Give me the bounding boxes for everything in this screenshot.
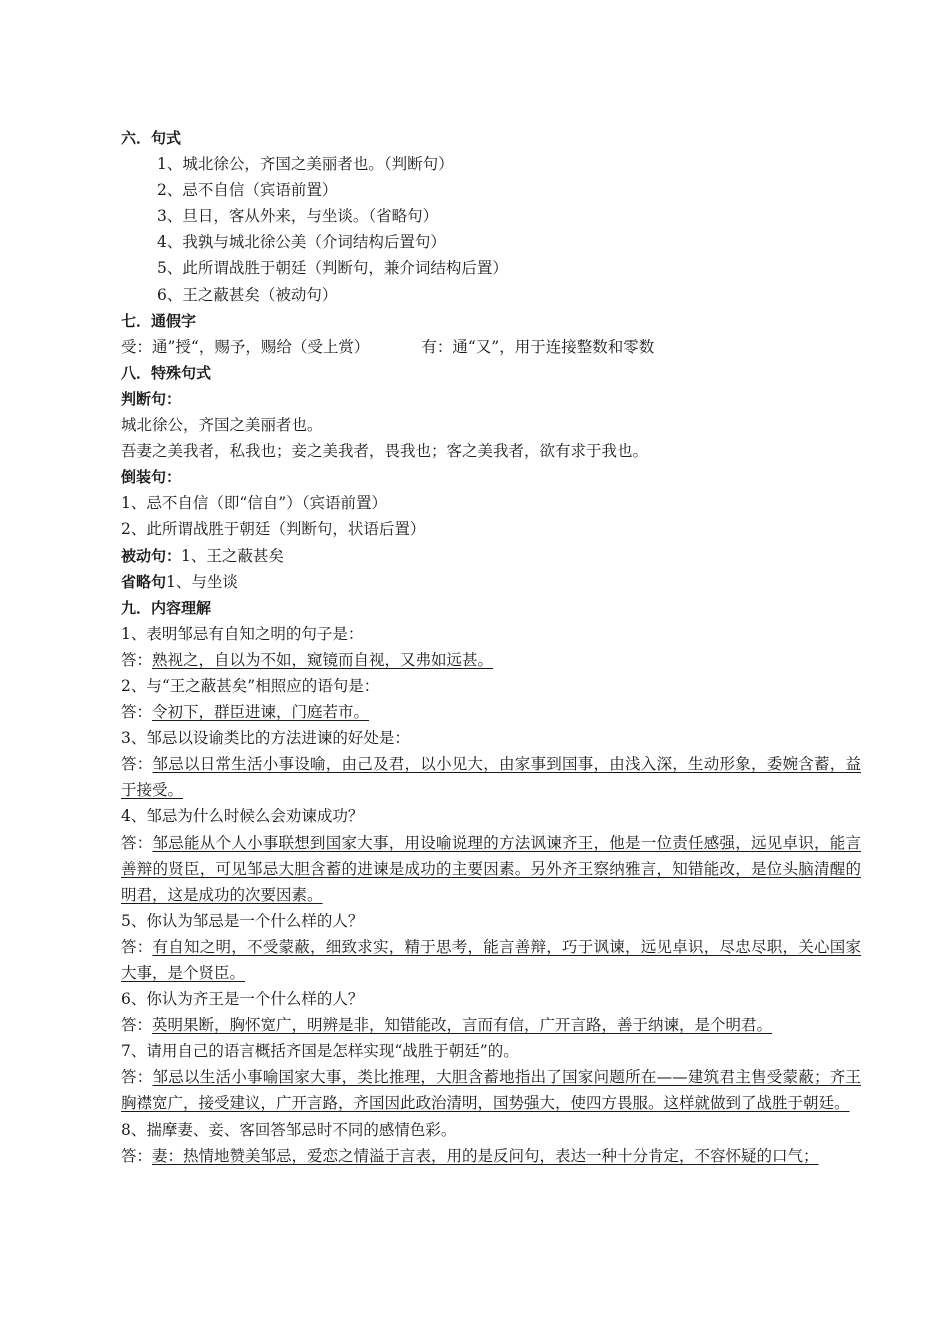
answer-content: 邹忌以生活小事喻国家大事，类比推理，大胆含蓄地指出了国家问题所在——建筑君主售受蒙蔽；齐王胸襟宽广，接受建议，广开言路，齐国因此政治清明，国势强大，使四方畏服。这样就做到了战胜于朝廷。 (121, 1068, 861, 1113)
answer-content: 邹忌能从个人小事联想到国家大事，用设喻说理的方法讽谏齐王，他是一位责任感强，远见卓识，能言善辩的贤臣，可见邹忌大胆含蓄的进谏是成功的主要因素。另外齐王察纳雅言，知错能改，是位头脑清醒的明君，这是成功的次要因素。 (121, 833, 861, 904)
answer-text (121, 1012, 861, 1038)
answer-prefix: 答： (121, 937, 153, 956)
question-text: 5、你认为邹忌是一个什么样的人？ (121, 911, 364, 930)
question-text: 4、邹忌为什么时候么会劝谏成功？ (121, 807, 364, 826)
answer-prefix: 答： (121, 833, 153, 852)
omission-example: 1、与坐谈 (166, 572, 238, 591)
answer-content: 令初下，群臣进谏，门庭若市。 (152, 703, 370, 722)
answer-content: 英明果断，胸怀宽广，明辨是非，知错能改，言而有信，广开言路，善于纳谏，是个明君。 (152, 1016, 773, 1035)
list-item: 4、我孰与城北徐公美（介词结构后置句） (157, 233, 446, 252)
answer-text (121, 647, 861, 673)
question-text: 8、揣摩妻、妾、客回答邹忌时不同的感情色彩。 (121, 1120, 457, 1139)
answer-text (121, 751, 861, 803)
inversion-example: 1、忌不自信（即“信自”）（宾语前置） (121, 494, 387, 513)
answer-text (121, 1064, 861, 1116)
section-heading-sentence-patterns: 六．句式 (121, 129, 182, 147)
answer-content: 熟视之，自以为不如，窥镜而自视，又弗如远甚。 (152, 650, 494, 669)
list-item: 6、王之蔽甚矣（被动句） (157, 285, 338, 304)
omission-line (121, 569, 861, 595)
question-text: 1、表明邹忌有自知之明的句子是： (121, 624, 364, 643)
loan-character-you: 有：通“又”，用于连接整数和零数 (421, 337, 655, 356)
answer-text (121, 699, 861, 725)
answer-text (121, 830, 861, 908)
list-item: 2、忌不自信（宾语前置） (157, 181, 338, 200)
section-heading-comprehension: 九．内容理解 (121, 598, 212, 617)
answer-prefix: 答： (121, 1068, 153, 1087)
subheading-judgment: 判断句： (121, 389, 182, 408)
question-text: 3、邹忌以设谕类比的方法进谏的好处是： (121, 729, 410, 748)
loan-character-line (121, 334, 861, 360)
judgment-example: 吾妻之美我者，私我也；妾之美我者，畏我也；客之美我者，欲有求于我也。 (121, 442, 649, 461)
section-heading-special-patterns: 八．特殊句式 (121, 363, 212, 382)
answer-content: 有自知之明，不受蒙蔽，细致求实，精于思考，能言善辩，巧于讽谏，远见卓识，尽忠尽职，关心国家大事，是个贤臣。 (121, 937, 861, 982)
list-item: 5、此所谓战胜于朝廷（判断句，兼介词结构后置） (157, 259, 508, 278)
omission-label: 省略句 (121, 572, 167, 591)
answer-text (121, 934, 861, 986)
judgment-example: 城北徐公，齐国之美丽者也。 (121, 416, 323, 435)
list-item: 1、城北徐公，齐国之美丽者也。（判断句） (157, 155, 454, 174)
loan-character-shou: 受：通”授“，赐予，赐给（受上赏） (121, 337, 370, 356)
answer-content: 妻：热情地赞美邹忌，爱恋之情溢于言表，用的是反问句，表达一种十分肯定，不容怀疑的口气； (152, 1146, 819, 1165)
question-text: 2、与“王之蔽甚矣”相照应的语句是： (121, 676, 380, 695)
inversion-example: 2、此所谓战胜于朝廷（判断句，状语后置） (121, 520, 426, 539)
passive-example: 1、王之蔽甚矣 (181, 546, 284, 565)
answer-text (121, 1143, 861, 1169)
passive-label: 被动句： (121, 546, 182, 565)
section-heading-loan-characters: 七．通假字 (121, 311, 197, 330)
passive-line (121, 543, 861, 569)
question-text: 6、你认为齐王是一个什么样的人？ (121, 990, 364, 1009)
answer-prefix: 答： (121, 650, 153, 669)
answer-prefix: 答： (121, 1146, 153, 1165)
document-page (121, 125, 861, 1169)
question-text: 7、请用自己的语言概括齐国是怎样实现“战胜于朝廷”的。 (121, 1042, 519, 1061)
answer-prefix: 答： (121, 1016, 153, 1035)
answer-prefix: 答： (121, 703, 153, 722)
answer-prefix: 答： (121, 755, 153, 774)
answer-content: 邹忌以日常生活小事设喻，由己及君，以小见大，由家事到国事，由浅入深，生动形象，委婉含蓄，益于接受。 (121, 755, 861, 800)
subheading-inversion: 倒装句： (121, 468, 182, 487)
list-item: 3、旦日，客从外来，与坐谈。（省略句） (157, 207, 439, 226)
